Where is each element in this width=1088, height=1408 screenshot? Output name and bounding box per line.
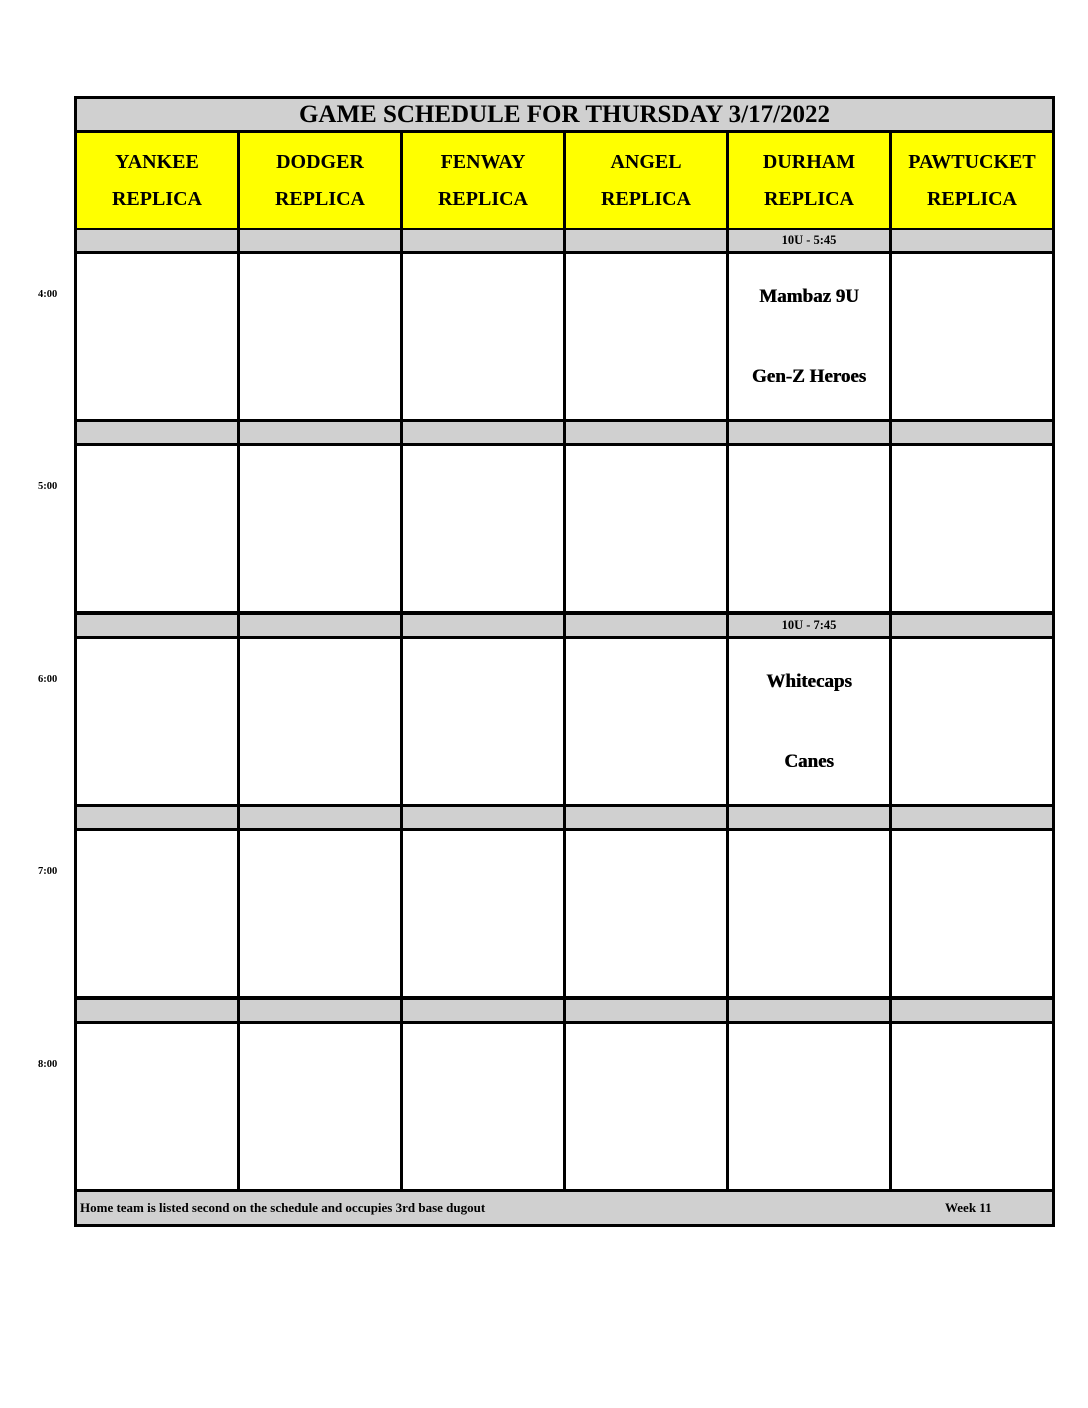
- slot-label: [892, 615, 1052, 636]
- slot-label: [403, 807, 563, 828]
- game-slot: [403, 639, 563, 804]
- slot-label: [77, 1000, 237, 1021]
- game-slot: [77, 254, 237, 419]
- slot-label: [729, 1000, 889, 1021]
- slot-label: [77, 422, 237, 443]
- slot-label: [403, 230, 563, 251]
- slot-label: [892, 807, 1052, 828]
- slot-label: [240, 422, 400, 443]
- game-slot: [729, 639, 889, 804]
- slot-label: [77, 807, 237, 828]
- game-slot: [240, 254, 400, 419]
- game-slot: [403, 831, 563, 996]
- slot-label: [566, 422, 726, 443]
- slot-label: [892, 422, 1052, 443]
- game-slot: [729, 831, 889, 996]
- time-label: 7:00: [38, 866, 58, 877]
- slot-label: [77, 230, 237, 251]
- time-label: 4:00: [38, 289, 58, 300]
- footer-week: Week 11: [945, 1200, 992, 1215]
- game-slot: [77, 1024, 237, 1189]
- game-slot: [403, 446, 563, 611]
- game-slot: [403, 1024, 563, 1189]
- field-subtitle: REPLICA: [437, 187, 528, 210]
- field-header-pawtucket: [892, 133, 1052, 228]
- slot-label: [240, 230, 400, 251]
- field-subtitle: REPLICA: [926, 187, 1017, 210]
- field-name: YANKEE: [115, 150, 199, 173]
- game-slot: [566, 446, 726, 611]
- game-slot: [77, 639, 237, 804]
- field-subtitle: REPLICA: [763, 187, 854, 210]
- game-slot: [892, 446, 1052, 611]
- slot-label: [77, 615, 237, 636]
- slot-label: [566, 1000, 726, 1021]
- game-slot: [892, 639, 1052, 804]
- field-header-angel: [566, 133, 726, 228]
- field-name: DURHAM: [762, 150, 856, 173]
- slot-label: [566, 615, 726, 636]
- slot-label: [892, 1000, 1052, 1021]
- game-slot: [566, 831, 726, 996]
- field-name: PAWTUCKET: [908, 150, 1036, 173]
- slot-label: [729, 422, 889, 443]
- slot-label: [566, 230, 726, 251]
- schedule-title: GAME SCHEDULE FOR THURSDAY 3/17/2022: [77, 99, 1052, 130]
- game-slot: [729, 1024, 889, 1189]
- footer-note: Home team is listed second on the schedule and occupies 3rd base dugout: [80, 1200, 486, 1215]
- game-slot: [566, 1024, 726, 1189]
- slot-label: [892, 230, 1052, 251]
- game-slot: [240, 1024, 400, 1189]
- field-name: ANGEL: [610, 150, 682, 173]
- field-header-fenway: [403, 133, 563, 228]
- home-team: Canes: [784, 750, 834, 772]
- slot-label: [240, 615, 400, 636]
- slot-label: [566, 807, 726, 828]
- game-slot: [240, 639, 400, 804]
- game-slot: [892, 254, 1052, 419]
- game-slot: [892, 831, 1052, 996]
- field-subtitle: REPLICA: [274, 187, 365, 210]
- game-slot: [566, 254, 726, 419]
- slot-label: [729, 807, 889, 828]
- slot-label: [403, 615, 563, 636]
- game-slot: [240, 831, 400, 996]
- field-subtitle: REPLICA: [600, 187, 691, 210]
- game-slot: [77, 446, 237, 611]
- time-label: 5:00: [38, 481, 58, 492]
- schedule-table: [74, 96, 1055, 1227]
- game-slot: [566, 639, 726, 804]
- game-slot: [892, 1024, 1052, 1189]
- game-slot: [240, 446, 400, 611]
- away-team: Whitecaps: [766, 670, 852, 692]
- game-slot: [403, 254, 563, 419]
- slot-label: [403, 1000, 563, 1021]
- field-header-yankee: [77, 133, 237, 228]
- field-name: FENWAY: [440, 150, 526, 173]
- game-slot: [729, 446, 889, 611]
- time-label: 6:00: [38, 674, 58, 685]
- game-slot: [729, 254, 889, 419]
- field-header-durham: [729, 133, 889, 228]
- slot-label: 10U - 5:45: [729, 230, 889, 251]
- slot-label: [403, 422, 563, 443]
- field-header-dodger: [240, 133, 400, 228]
- slot-label: [240, 807, 400, 828]
- schedule-footer: [77, 1192, 1052, 1224]
- field-name: DODGER: [276, 150, 364, 173]
- field-subtitle: REPLICA: [111, 187, 202, 210]
- time-label: 8:00: [38, 1059, 58, 1070]
- slot-label: [240, 1000, 400, 1021]
- slot-label: 10U - 7:45: [729, 615, 889, 636]
- away-team: Mambaz 9U: [759, 285, 859, 307]
- game-slot: [77, 831, 237, 996]
- home-team: Gen-Z Heroes: [751, 365, 867, 387]
